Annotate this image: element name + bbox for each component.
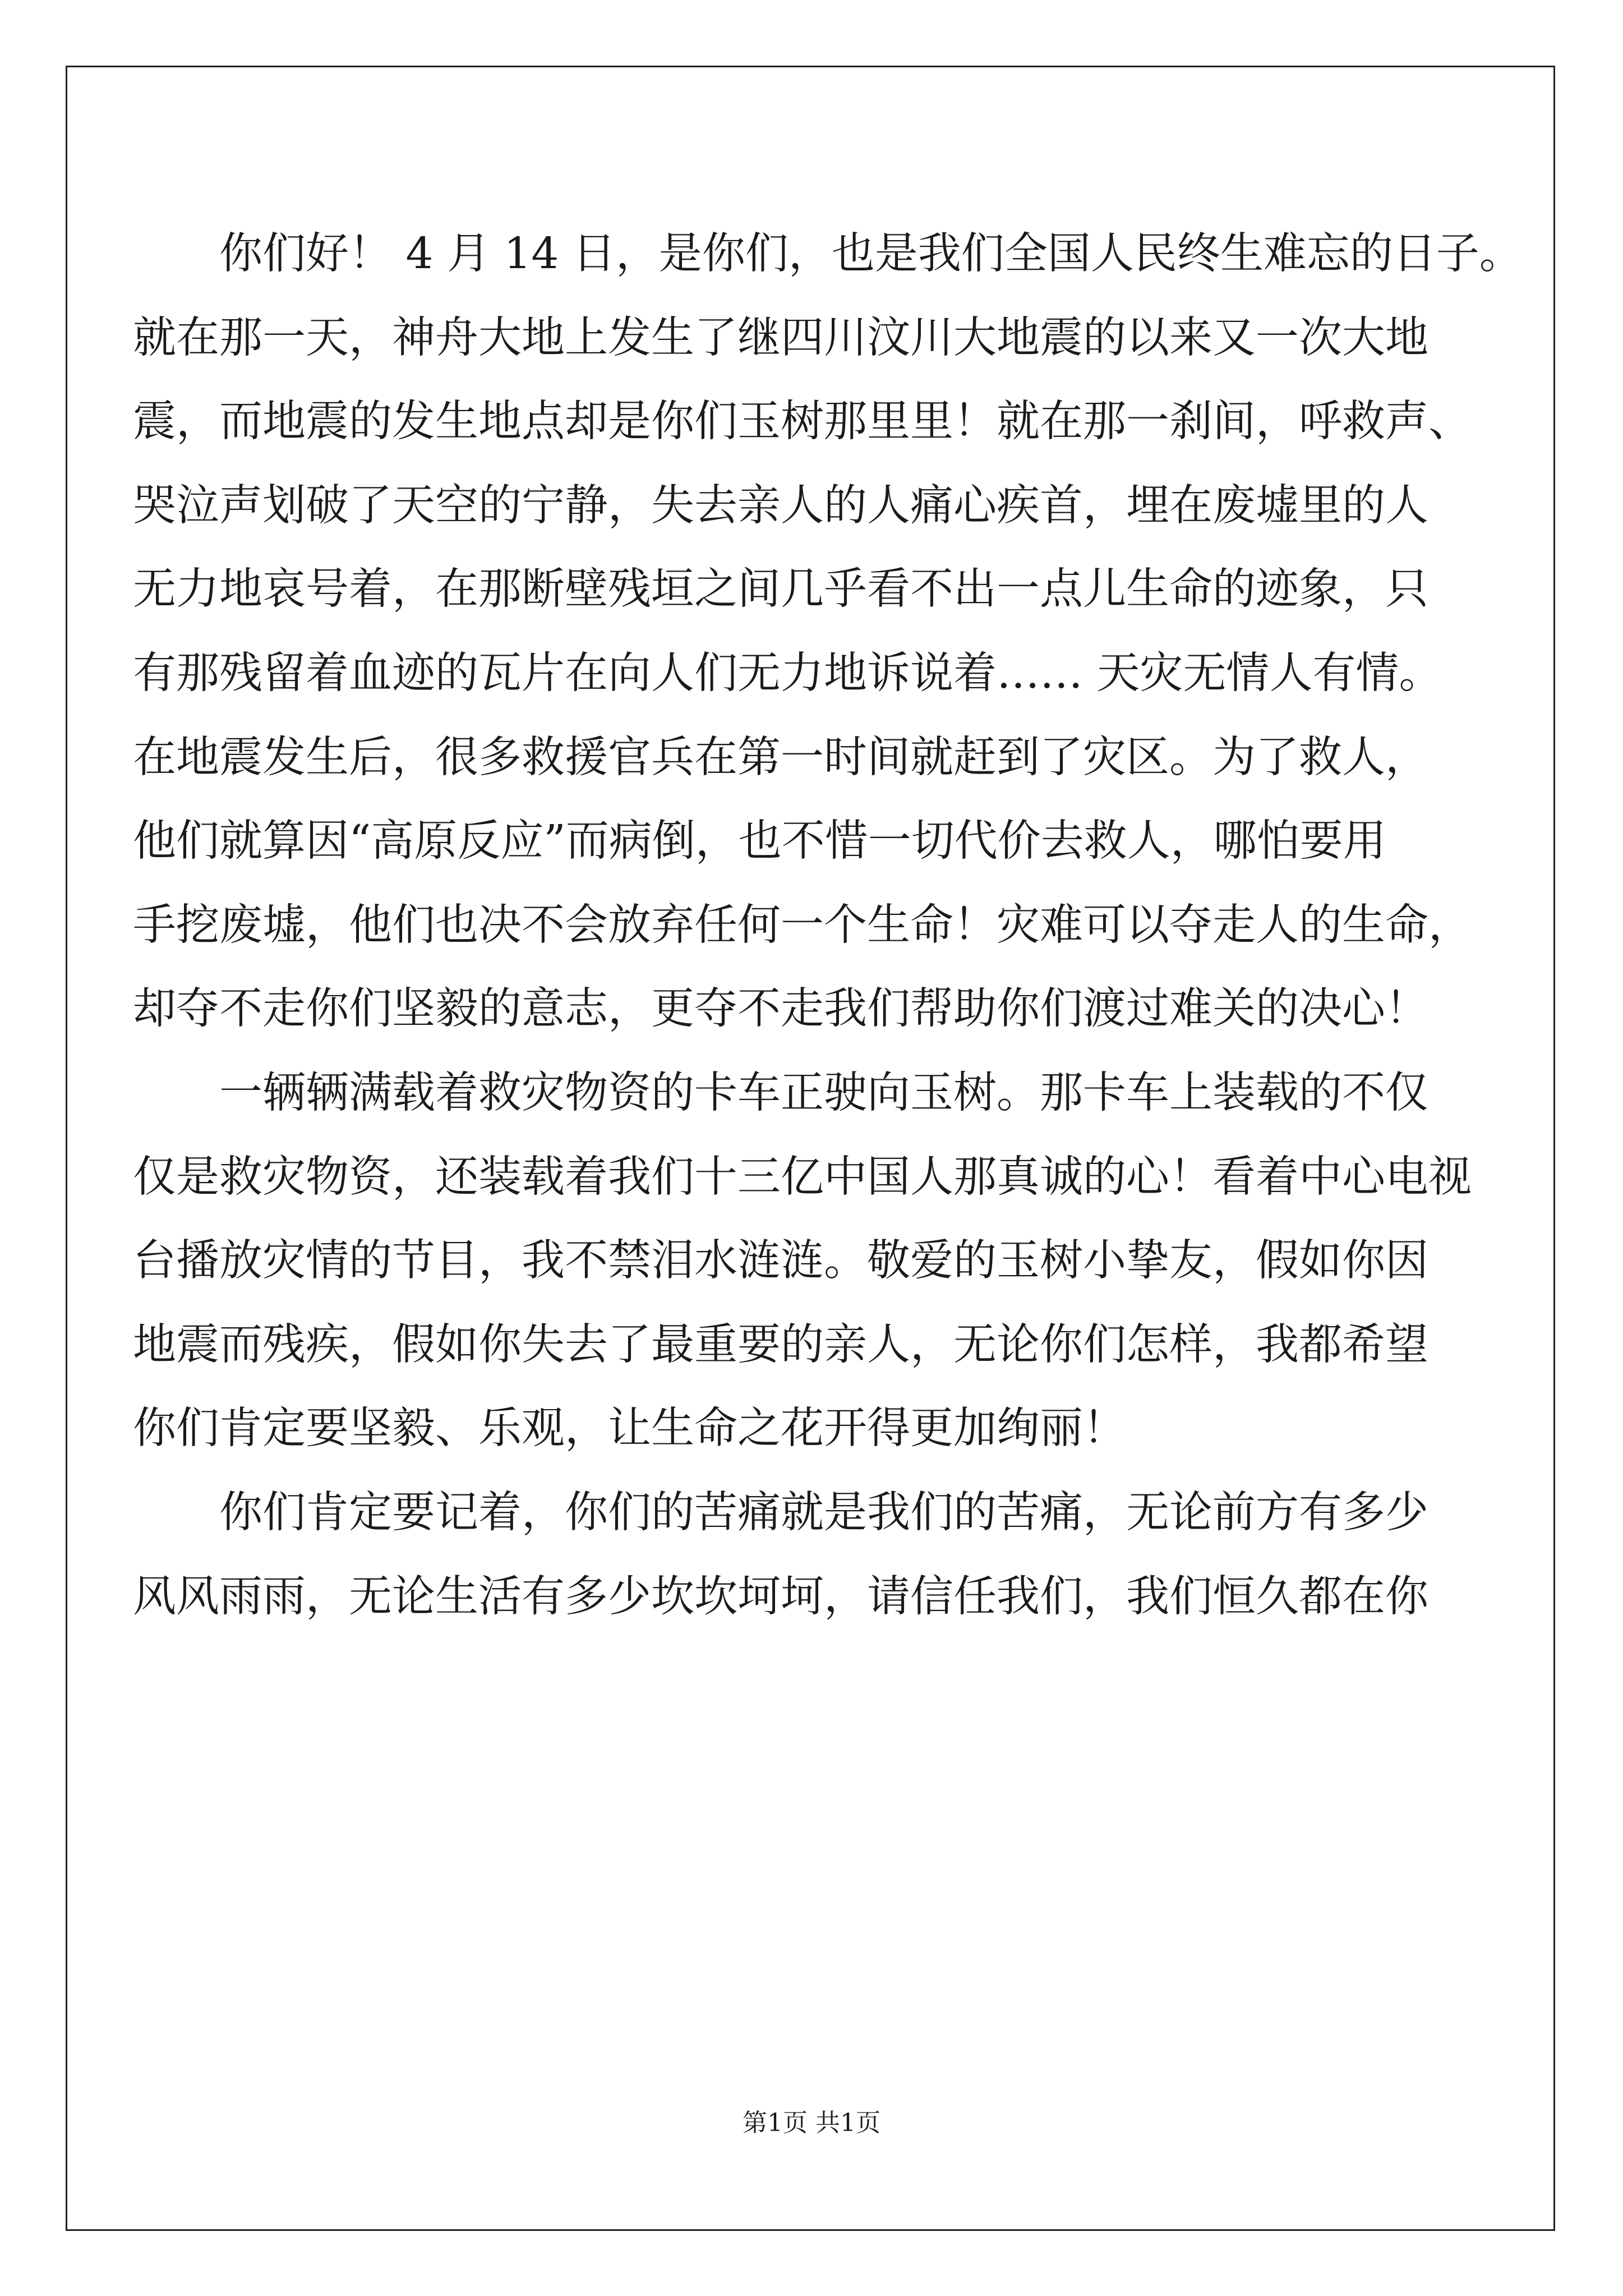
paragraph-2-line-5: 你们肯定要坚毅、乐观，让生命之花开得更加绚丽！: [133, 1404, 1126, 1454]
paragraph-1-line-1: 你们好！ 4 月 14 日，是你们，也是我们全国人民终生难忘的日子。: [219, 229, 1523, 279]
paragraph-1-line-3: 震，而地震的发生地点却是你们玉树那里里！就在那一刹间，呼救声、: [133, 397, 1472, 447]
paragraph-1-line-8: 他们就算因“高原反应”而病倒，也不惜一切代价去救人，哪怕要用: [133, 816, 1386, 867]
paragraph-3-line-1: 你们肯定要记着，你们的苦痛就是我们的苦痛，无论前方有多少: [219, 1487, 1428, 1538]
paragraph-2-line-2: 仅是救灾物资，还装载着我们十三亿中国人那真诚的心！看着中心电视: [133, 1152, 1472, 1202]
paragraph-1-line-7: 在地震发生后，很多救援官兵在第一时间就赶到了灾区。为了救人，: [133, 732, 1428, 783]
paragraph-3-line-2: 风风雨雨，无论生活有多少坎坎坷坷，请信任我们，我们恒久都在你: [133, 1571, 1428, 1622]
paragraph-1-line-6: 有那残留着血迹的瓦片在向人们无力地诉说着…… 天灾无情人有情。: [133, 648, 1442, 698]
paragraph-2-line-1: 一辆辆满载着救灾物资的卡车正驶向玉树。那卡车上装载的不仅: [219, 1068, 1428, 1118]
paragraph-1-line-2: 就在那一天，神舟大地上发生了继四川汶川大地震的以来又一次大地: [133, 312, 1428, 363]
paragraph-1-line-4: 哭泣声划破了天空的宁静，失去亲人的人痛心疾首，埋在废墟里的人: [133, 480, 1428, 531]
paragraph-1-line-10: 却夺不走你们坚毅的意志，更夺不走我们帮助你们渡过难关的决心！: [133, 984, 1428, 1034]
page-footer: 第1页 共1页: [743, 2109, 880, 2137]
paragraph-1-line-9: 手挖废墟，他们也决不会放弃任何一个生命！灾难可以夺走人的生命，: [133, 900, 1472, 950]
paragraph-2-line-4: 地震而残疾，假如你失去了最重要的亲人，无论你们怎样，我都希望: [133, 1319, 1428, 1370]
document-body: [133, 212, 1523, 1639]
paragraph-2-line-3: 台播放灾情的节目，我不禁泪水涟涟。敬爱的玉树小挚友，假如你因: [133, 1236, 1428, 1286]
paragraph-1-line-5: 无力地哀号着，在那断壁残垣之间几乎看不出一点儿生命的迹象，只: [133, 564, 1428, 615]
